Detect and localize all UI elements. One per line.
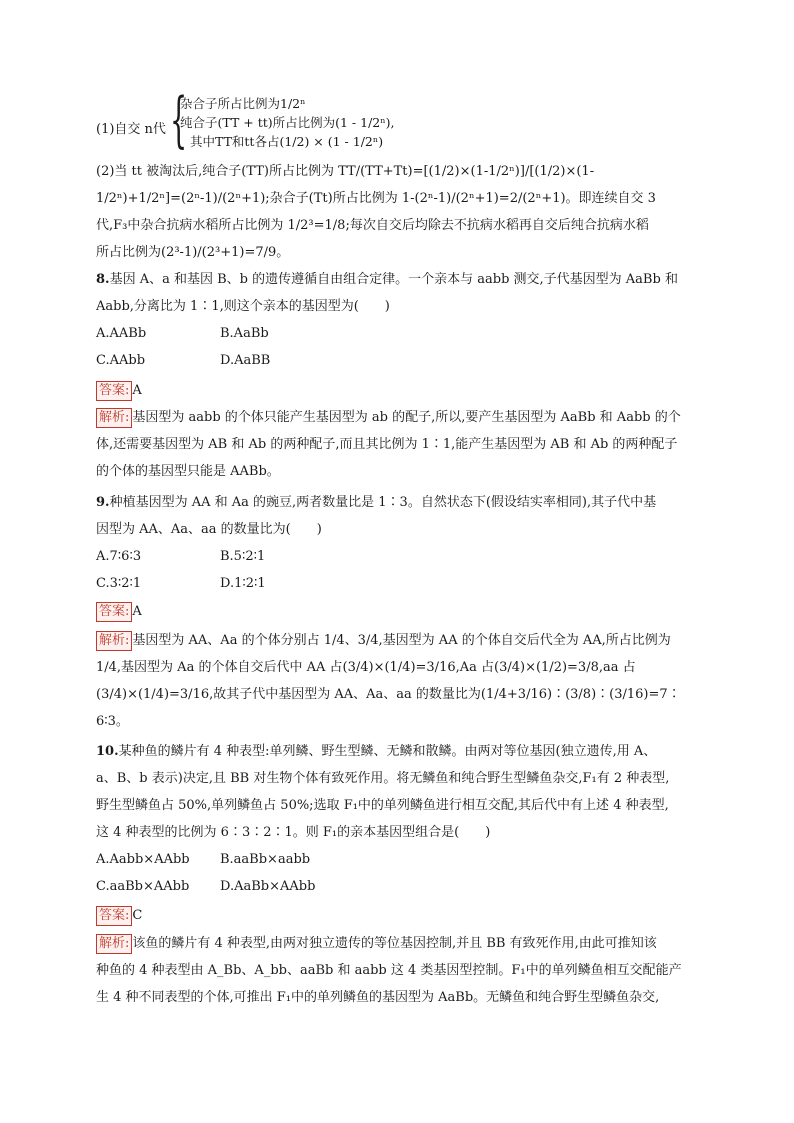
analysis-line: 生 4 种不同表型的个体,可推出 F₁中的单列鳞鱼的基因型为 AaBb。无鳞鱼和纯合野生型鳞鱼杂交, bbox=[96, 990, 660, 1005]
stem-line: 某种鱼的鳞片有 4 种表型:单列鳞、野生型鳞、无鳞和散鳞。由两对等位基因(独立遗传,用 A、 bbox=[118, 744, 657, 759]
stem-line: Aabb,分离比为 1∶1,则这个亲本的基因型为( ) bbox=[96, 299, 390, 314]
question-10-answer bbox=[96, 902, 142, 929]
option-a: A.Aabb×AAbb bbox=[96, 852, 190, 867]
analysis-tag: 解析: bbox=[96, 408, 132, 428]
question-9-answer bbox=[96, 598, 142, 625]
question-8-stem bbox=[96, 266, 712, 320]
option-d: D.AaBb×AAbb bbox=[220, 879, 316, 894]
formula-line-2: 纯合子(TT + tt)所占比例为(1 - 1/2ⁿ), bbox=[180, 115, 395, 130]
paragraph-line: 代,F₃中杂合抗病水稻所占比例为 1/2³=1/8;每次自交后均除去不抗病水稻再自交后纯合抗病水稻 bbox=[96, 218, 649, 233]
option-a: A.AABb bbox=[96, 326, 147, 341]
paragraph-line: 所占比例为(2³-1)/(2³+1)=7/9。 bbox=[96, 245, 290, 260]
question-10-stem bbox=[96, 738, 712, 846]
analysis-line: 6∶3。 bbox=[96, 714, 129, 729]
formula-line-3: 其中TT和tt各占(1/2) × (1 - 1/2ⁿ) bbox=[190, 134, 384, 149]
analysis-tag: 解析: bbox=[96, 934, 132, 954]
question-9-options bbox=[96, 543, 496, 597]
analysis-line: 的个体的基因型只能是 AABb。 bbox=[96, 464, 280, 479]
analysis-line: (3/4)×(1/4)=3/16,故其子代中基因型为 AA、Aa、aa 的数量比为(1/4+3/16)∶(3/8)∶(3/16)=7∶ bbox=[96, 687, 681, 702]
question-8-options bbox=[96, 320, 496, 374]
question-number: 8. bbox=[96, 272, 110, 287]
analysis-tag: 解析: bbox=[96, 631, 132, 651]
answer-tag: 答案: bbox=[96, 906, 132, 926]
analysis-line: 基因型为 AA、Aa 的个体分别占 1/4、3/4,基因型为 AA 的个体自交后代全为 AA,所占比例为 bbox=[132, 633, 671, 648]
stem-line: 野生型鳞鱼占 50%,单列鳞鱼占 50%;选取 F₁中的单列鳞鱼进行相互交配,其后代中有上述 4 种表型, bbox=[96, 798, 669, 813]
part2-paragraph bbox=[96, 158, 712, 266]
option-c: C.aaBb×AAbb bbox=[96, 879, 190, 894]
question-8-analysis bbox=[96, 404, 712, 485]
option-d: D.AaBB bbox=[220, 353, 271, 368]
answer-value: C bbox=[132, 908, 143, 923]
question-number: 10. bbox=[96, 744, 119, 759]
stem-line: 种植基因型为 AA 和 Aa 的豌豆,两者数量比是 1∶3。自然状态下(假设结实率相同),其子代中基 bbox=[109, 495, 657, 510]
question-number: 9. bbox=[96, 495, 110, 510]
option-c: C.AAbb bbox=[96, 353, 146, 368]
stem-line: 这 4 种表型的比例为 6∶3∶2∶1。则 F₁的亲本基因型组合是( ) bbox=[96, 825, 491, 840]
question-9-analysis bbox=[96, 627, 712, 735]
question-9-stem bbox=[96, 489, 712, 543]
formula-lead: (1)自交 n代 bbox=[96, 122, 166, 137]
option-b: B.aaBb×aabb bbox=[220, 852, 311, 867]
analysis-line: 1/4,基因型为 Aa 的个体自交后代中 AA 占(3/4)×(1/4)=3/16,Aa 占(3/4)×(1/2)=3/8,aa 占 bbox=[96, 660, 636, 675]
question-10-options bbox=[96, 846, 496, 900]
answer-value: A bbox=[132, 604, 142, 619]
paragraph-line: 1/2ⁿ)+1/2ⁿ]=(2ⁿ-1)/(2ⁿ+1);杂合子(Tt)所占比例为 1-(2ⁿ-1)/(2ⁿ+1)=2/(2ⁿ+1)。即连续自交 3 bbox=[96, 191, 656, 206]
option-a: A.7∶6∶3 bbox=[96, 549, 142, 564]
left-brace-icon: { bbox=[170, 85, 188, 155]
option-d: D.1∶2∶1 bbox=[220, 576, 266, 591]
stem-line: a、B、b 表示)决定,且 BB 对生物个体有致死作用。将无鳞鱼和纯合野生型鳞鱼杂交,F₁有 2 种表型, bbox=[96, 771, 670, 786]
analysis-line: 种鱼的 4 种表型由 A_Bb、A_bb、aaBb 和 aabb 这 4 类基因型控制。F₁中的单列鳞鱼相互交配能产 bbox=[96, 963, 682, 978]
question-8-answer bbox=[96, 377, 142, 404]
question-10-analysis bbox=[96, 930, 712, 1011]
option-c: C.3∶2∶1 bbox=[96, 576, 142, 591]
answer-tag: 答案: bbox=[96, 381, 132, 401]
formula-line-1: 杂合子所占比例为1/2ⁿ bbox=[180, 96, 306, 111]
answer-value: A bbox=[132, 383, 142, 398]
option-b: B.5∶2∶1 bbox=[220, 549, 266, 564]
analysis-line: 基因型为 aabb 的个体只能产生基因型为 ab 的配子,所以,要产生基因型为 AaBb 和 Aabb 的个 bbox=[132, 410, 681, 425]
paragraph-line: (2)当 tt 被淘汰后,纯合子(TT)所占比例为 TT/(TT+Tt)=[(1/2)×(1-1/2ⁿ)]/[(1/2)×(1- bbox=[96, 164, 595, 179]
stem-line: 因型为 AA、Aa、aa 的数量比为( ) bbox=[96, 522, 322, 537]
analysis-line: 体,还需要基因型为 AB 和 Ab 的两种配子,而且其比例为 1∶1,能产生基因型为 AB 和 Ab 的两种配子 bbox=[96, 437, 678, 452]
option-b: B.AaBb bbox=[220, 326, 269, 341]
stem-line: 基因 A、a 和基因 B、b 的遗传遵循自由组合定律。一个亲本与 aabb 测交,子代基因型为 AaBb 和 bbox=[109, 272, 678, 287]
analysis-line: 该鱼的鳞片有 4 种表型,由两对独立遗传的等位基因控制,并且 BB 有致死作用,由此可推知该 bbox=[132, 936, 657, 951]
answer-tag: 答案: bbox=[96, 602, 132, 622]
